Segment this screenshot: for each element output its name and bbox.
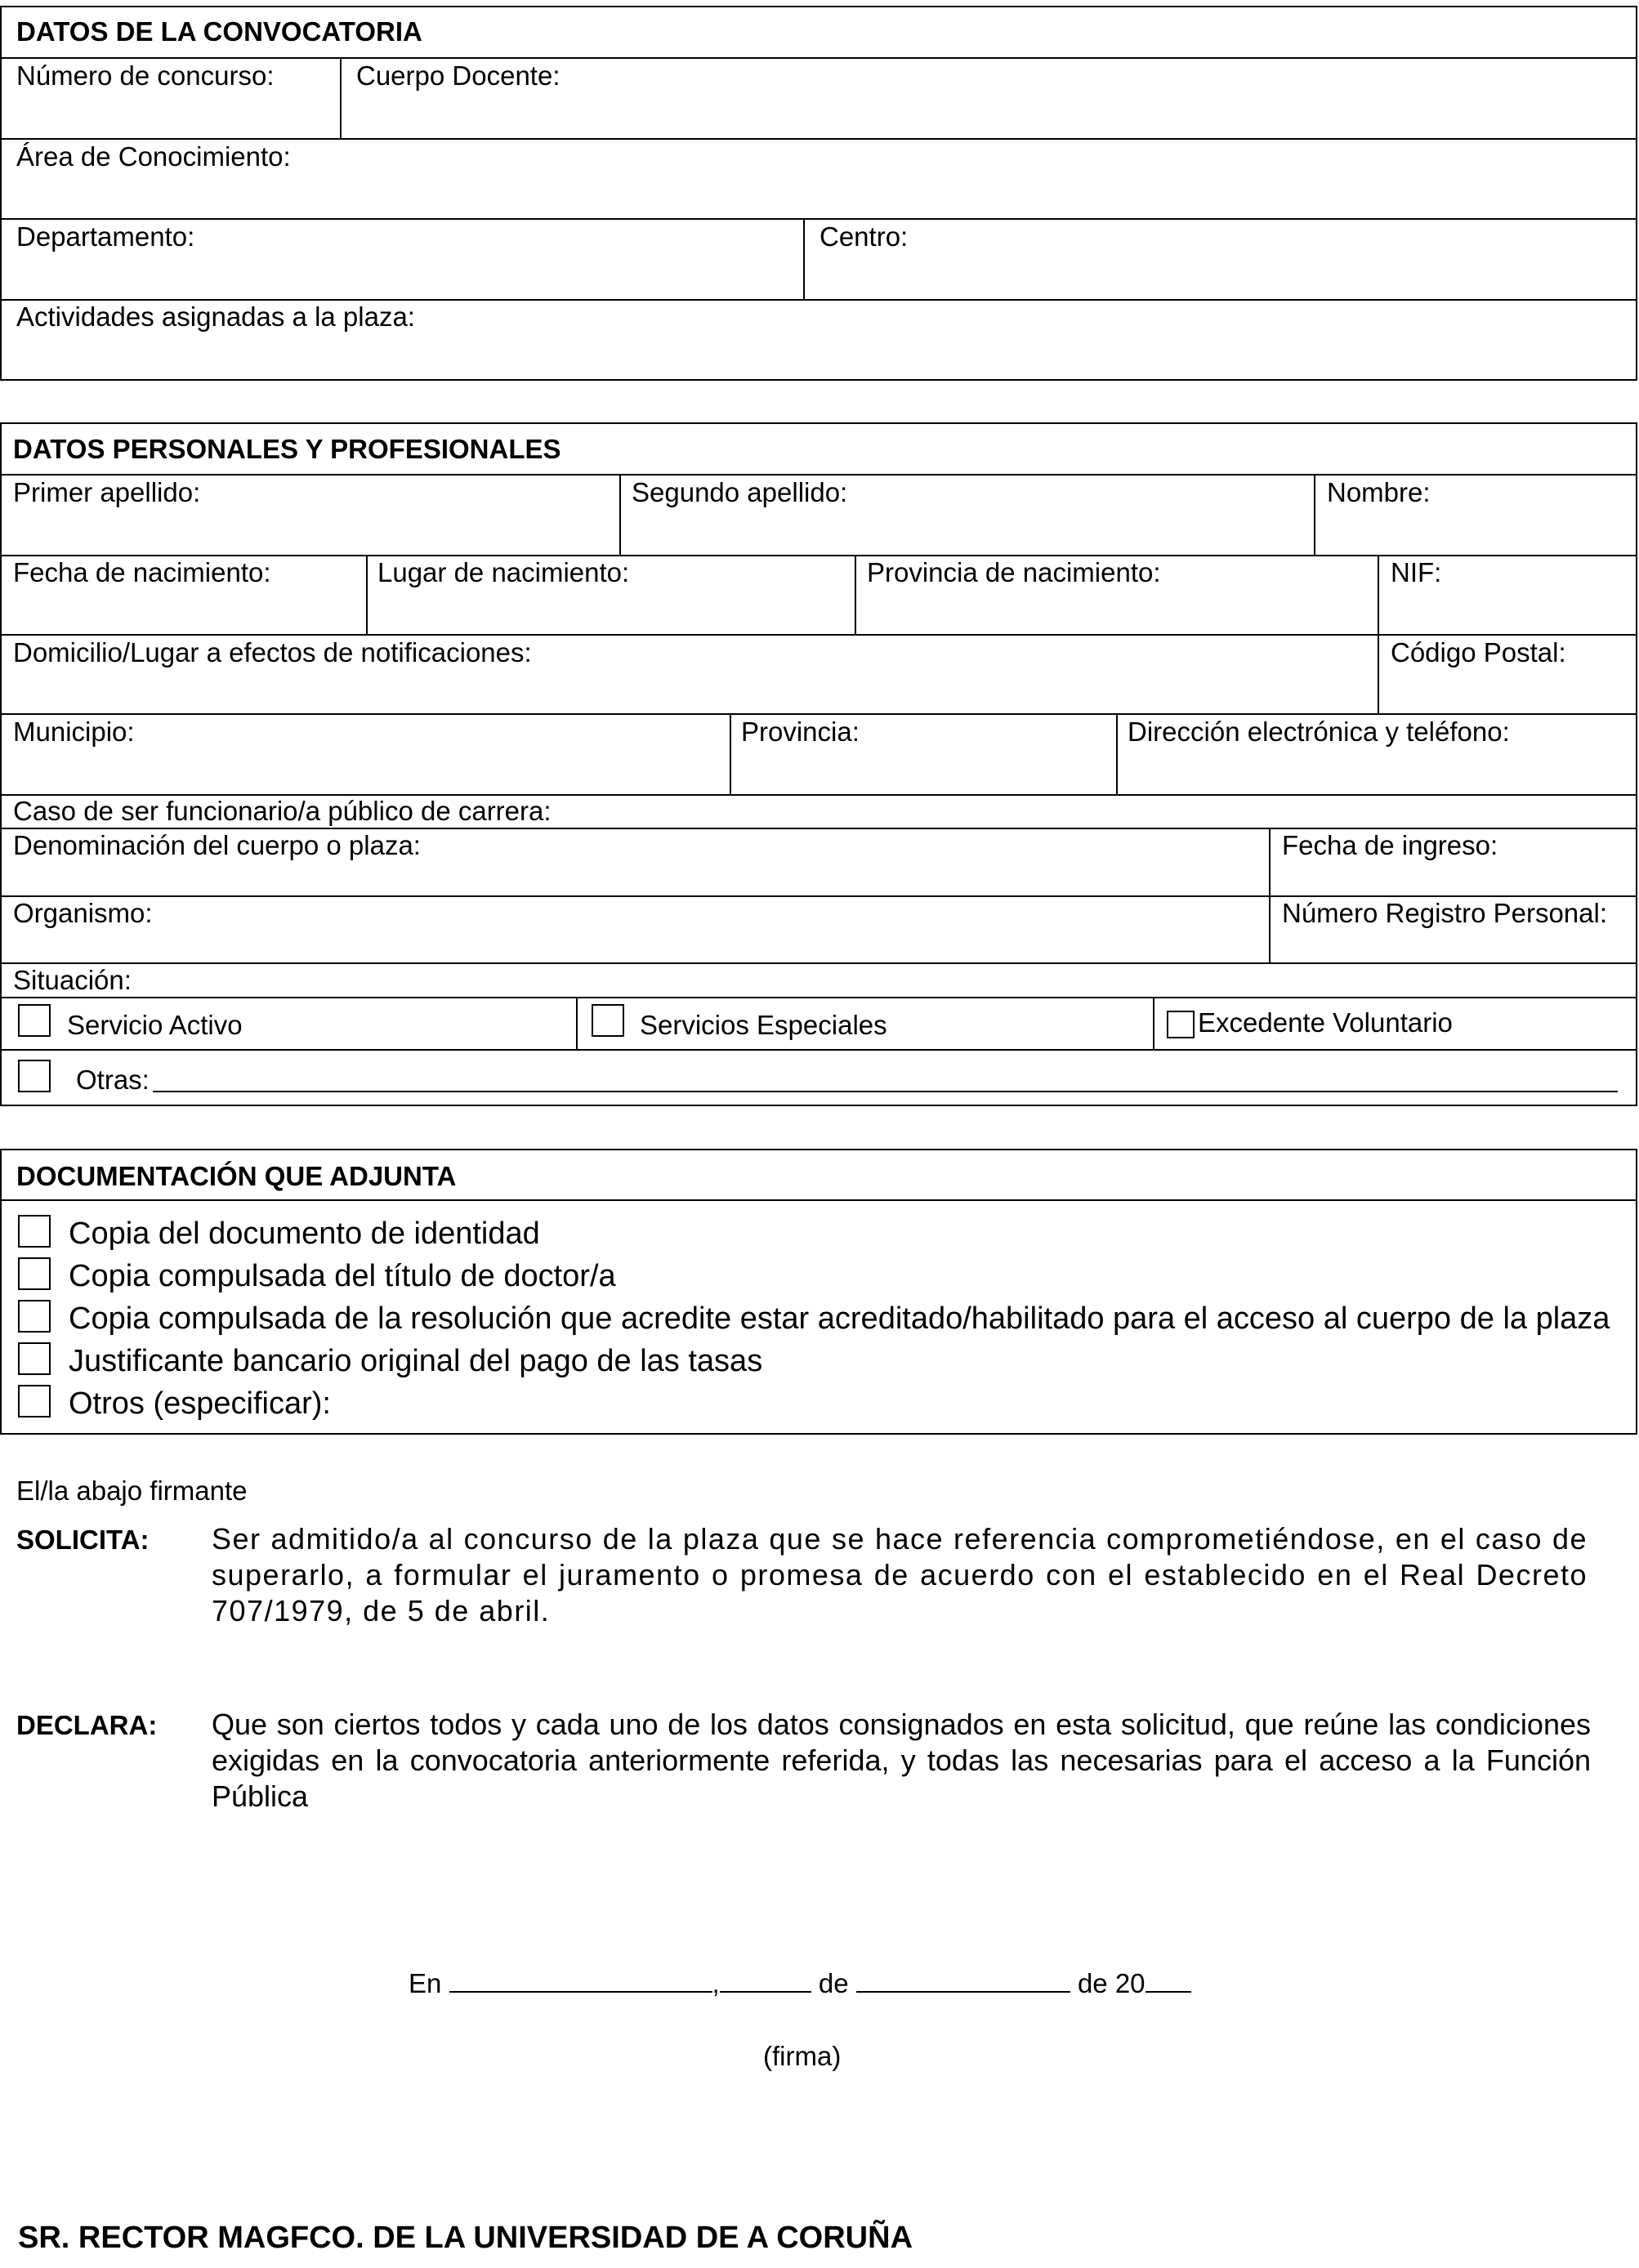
- excedente-voluntario-checkbox[interactable]: [1167, 1011, 1195, 1038]
- centro-field[interactable]: Centro:: [820, 221, 909, 252]
- codigo-postal-field[interactable]: Código Postal:: [1391, 637, 1566, 667]
- doc-otros-label: Otros (especificar):: [69, 1386, 331, 1421]
- otras-checkbox[interactable]: [18, 1060, 51, 1092]
- doc-titulo-checkbox[interactable]: [18, 1257, 51, 1290]
- documentacion-title: DOCUMENTACIÓN QUE ADJUNTA: [16, 1161, 457, 1191]
- fecha-ingreso-field[interactable]: Fecha de ingreso:: [1282, 830, 1498, 860]
- en-label: En: [409, 1968, 442, 1998]
- servicio-activo-checkbox[interactable]: [18, 1004, 51, 1037]
- lugar-input[interactable]: [449, 1967, 712, 1993]
- mes-input[interactable]: [856, 1967, 1070, 1993]
- declara-text: Que son ciertos todos y cada uno de los datos consignados en esta solicitud, que reúne las condiciones exigidas en la convocatoria anteriormente referida, y todas las necesarias para el acceso a la Función Pública: [212, 1708, 1591, 1813]
- doc-titulo-label: Copia compulsada del título de doctor/a: [69, 1259, 616, 1293]
- area-conocimiento-field[interactable]: Área de Conocimiento:: [16, 141, 291, 172]
- nombre-field[interactable]: Nombre:: [1327, 477, 1431, 507]
- destinatario: SR. RECTOR MAGFCO. DE LA UNIVERSIDAD DE A CORUÑA: [18, 2221, 913, 2255]
- excedente-voluntario-label: Excedente Voluntario: [1198, 1007, 1453, 1038]
- servicio-activo-label: Servicio Activo: [67, 1010, 243, 1040]
- servicios-especiales-checkbox[interactable]: [592, 1004, 624, 1037]
- doc-otros-checkbox[interactable]: [18, 1385, 51, 1418]
- organismo-field[interactable]: Organismo:: [13, 898, 153, 928]
- personales-section: [0, 422, 1637, 1106]
- otras-input-line[interactable]: [153, 1091, 1618, 1092]
- primer-apellido-field[interactable]: Primer apellido:: [13, 477, 201, 507]
- declara-label: DECLARA:: [16, 1710, 158, 1740]
- provincia-nacimiento-field[interactable]: Provincia de nacimiento:: [867, 557, 1161, 587]
- doc-identidad-label: Copia del documento de identidad: [69, 1217, 540, 1251]
- doc-resolucion-label: Copia compulsada de la resolución que acredite estar acreditado/habilitado para el acceso al cuerpo de la plaza: [69, 1301, 1610, 1336]
- numero-registro-field[interactable]: Número Registro Personal:: [1282, 898, 1607, 928]
- funcionario-label: Caso de ser funcionario/a público de carrera:: [13, 796, 552, 826]
- cuerpo-docente-field[interactable]: Cuerpo Docente:: [356, 60, 560, 91]
- convocatoria-title: DATOS DE LA CONVOCATORIA: [16, 16, 422, 47]
- denominacion-field[interactable]: Denominación del cuerpo o plaza:: [13, 830, 421, 860]
- personales-title: DATOS PERSONALES Y PROFESIONALES: [13, 434, 561, 464]
- dia-input[interactable]: [720, 1967, 811, 1993]
- ano-input[interactable]: [1146, 1967, 1191, 1993]
- numero-concurso-field[interactable]: Número de concurso:: [16, 60, 275, 91]
- nif-field[interactable]: NIF:: [1391, 557, 1442, 587]
- doc-identidad-checkbox[interactable]: [18, 1215, 51, 1248]
- servicios-especiales-label: Servicios Especiales: [640, 1010, 887, 1040]
- fecha-nacimiento-field[interactable]: Fecha de nacimiento:: [13, 557, 271, 587]
- situacion-label: Situación:: [13, 965, 132, 995]
- solicita-label: SOLICITA:: [16, 1525, 150, 1555]
- de2-label: de 20: [1077, 1968, 1146, 1998]
- actividades-field[interactable]: Actividades asignadas a la plaza:: [16, 301, 415, 332]
- otras-label: Otras:: [76, 1065, 150, 1095]
- firmante-text: El/la abajo firmante: [16, 1476, 248, 1506]
- domicilio-field[interactable]: Domicilio/Lugar a efectos de notificaciones:: [13, 637, 532, 667]
- departamento-field[interactable]: Departamento:: [16, 221, 195, 252]
- de1-label: de: [818, 1968, 849, 1998]
- provincia-field[interactable]: Provincia:: [741, 717, 860, 747]
- doc-justificante-checkbox[interactable]: [18, 1342, 51, 1375]
- doc-justificante-label: Justificante bancario original del pago de las tasas: [69, 1344, 763, 1378]
- solicita-text: Ser admitido/a al concurso de la plaza que se hace referencia comprometiéndose, en el caso de superarlo, a formular el juramento o promesa de acuerdo con el establecido en el Real Decreto 707/1979, de 5 de abril.: [212, 1522, 1588, 1627]
- municipio-field[interactable]: Municipio:: [13, 717, 135, 747]
- doc-resolucion-checkbox[interactable]: [18, 1300, 51, 1333]
- comma-label: ,: [712, 1968, 720, 1998]
- segundo-apellido-field[interactable]: Segundo apellido:: [632, 477, 848, 507]
- direccion-electronica-field[interactable]: Dirección electrónica y teléfono:: [1128, 717, 1510, 747]
- firma-label: (firma): [763, 2041, 842, 2071]
- lugar-nacimiento-field[interactable]: Lugar de nacimiento:: [377, 557, 630, 587]
- fecha-firma-line: [409, 1967, 1191, 1999]
